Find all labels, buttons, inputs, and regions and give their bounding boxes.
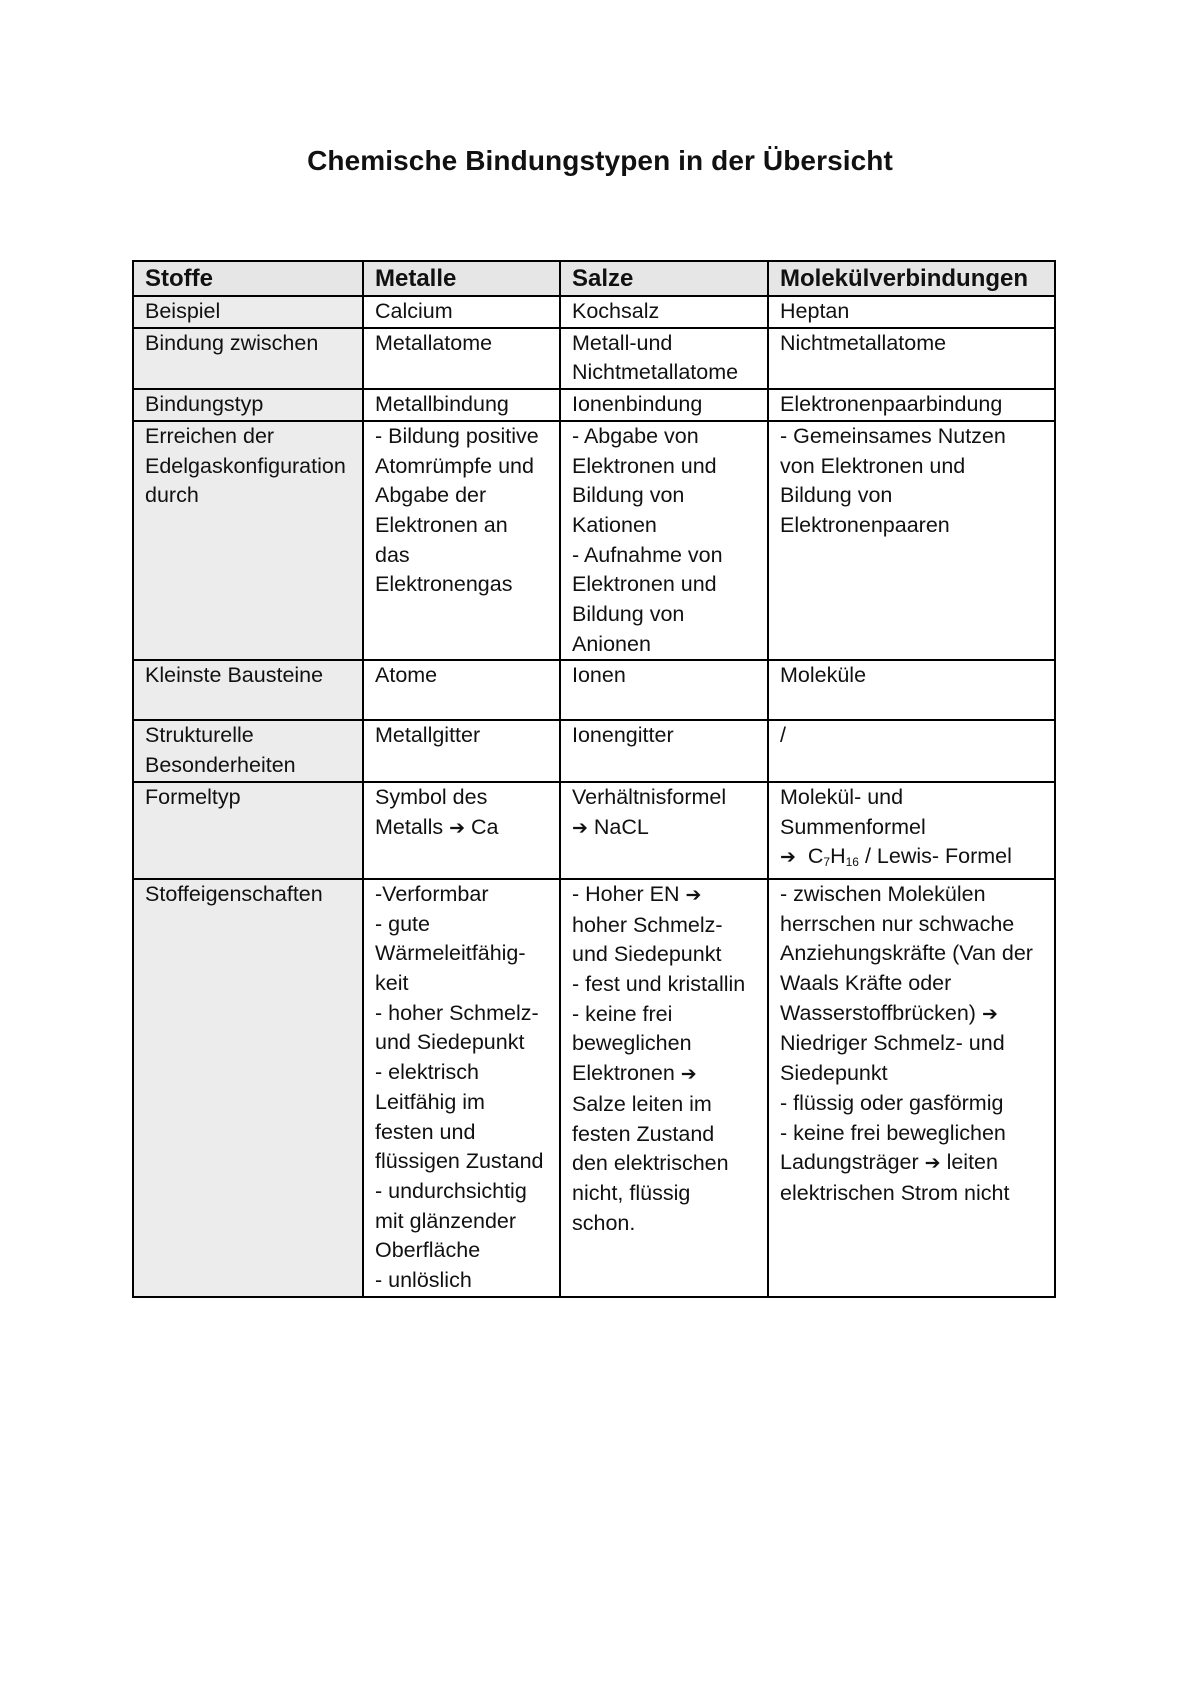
- cell-molekuel: - Gemeinsames Nutzen von Elektronen und Bildung von Elektronenpaaren: [768, 421, 1055, 661]
- cell-metalle: Symbol des Metalls ➔ Ca: [363, 782, 560, 879]
- cell-molekuel: Molekül- und Summenformel ➔ $C_7H_{16}$ / Lewis- Formel: [768, 782, 1055, 879]
- header-metalle: Metalle: [363, 261, 560, 296]
- cell-metalle: Metallatome: [363, 328, 560, 389]
- row-label: Beispiel: [133, 296, 363, 328]
- cell-salze: Metall-und Nichtmetallatome: [560, 328, 768, 389]
- row-label: Strukturelle Besonderheiten: [133, 720, 363, 781]
- cell-metalle: Metallgitter: [363, 720, 560, 781]
- cell-metalle: - Bildung positive Atomrümpfe und Abgabe der Elektronen an das Elektronengas: [363, 421, 560, 661]
- cell-molekuel: Moleküle: [768, 660, 1055, 720]
- cell-metalle: Calcium: [363, 296, 560, 328]
- arrow-right-icon: ➔: [981, 1002, 998, 1025]
- table-header-row: [133, 261, 1055, 296]
- cell-molekuel: - zwischen Molekülen herrschen nur schwache Anziehungskräfte (Van der Waals Kräfte oder Wasserstoffbrücken) ➔ Niedriger Schmelz- und Siedepunkt - flüssig oder gasförmig - keine frei beweglichen Ladungsträger ➔ leiten elektrischen Strom nicht: [768, 879, 1055, 1297]
- bonding-types-table: [132, 260, 1056, 1298]
- header-stoffe: Stoffe: [133, 261, 363, 296]
- header-molekuelverbindungen: Molekülverbindungen: [768, 261, 1055, 296]
- cell-salze: Ionen: [560, 660, 768, 720]
- table-row: [133, 421, 1055, 661]
- cell-molekuel: Nichtmetallatome: [768, 328, 1055, 389]
- row-label: Formeltyp: [133, 782, 363, 879]
- cell-metalle: -Verformbar - gute Wärmeleitfähig- keit - hoher Schmelz- und Siedepunkt - elektrisch Leitfähig im festen und flüssigen Zustand - undurchsichtig mit glänzender Oberfläche - unlöslich: [363, 879, 560, 1297]
- cell-salze: - Hoher EN ➔ hoher Schmelz- und Siedepunkt - fest und kristallin - keine frei beweglichen Elektronen ➔ Salze leiten im festen Zustand den elektrischen nicht, flüssig schon.: [560, 879, 768, 1297]
- arrow-right-icon: ➔: [780, 846, 796, 869]
- table-row: [133, 389, 1055, 421]
- arrow-right-icon: ➔: [449, 816, 466, 839]
- row-label: Stoffeigenschaften: [133, 879, 363, 1297]
- arrow-right-icon: ➔: [572, 816, 588, 839]
- table-row: [133, 720, 1055, 781]
- cell-molekuel: /: [768, 720, 1055, 781]
- arrow-right-icon: ➔: [924, 1152, 941, 1175]
- table-row: [133, 660, 1055, 720]
- row-label: Bindung zwischen: [133, 328, 363, 389]
- table-row: [133, 782, 1055, 879]
- cell-molekuel: Elektronenpaarbindung: [768, 389, 1055, 421]
- row-label: Kleinste Bausteine: [133, 660, 363, 720]
- heptane-formula: $C_7H_{16}$: [807, 844, 859, 870]
- cell-molekuel: Heptan: [768, 296, 1055, 328]
- cell-salze: Kochsalz: [560, 296, 768, 328]
- cell-salze: Ionenbindung: [560, 389, 768, 421]
- row-label: Erreichen der Edelgaskonfiguration durch: [133, 421, 363, 661]
- cell-metalle: Atome: [363, 660, 560, 720]
- header-salze: Salze: [560, 261, 768, 296]
- cell-salze: Verhältnisformel ➔ NaCL: [560, 782, 768, 879]
- table-row: [133, 296, 1055, 328]
- cell-salze: - Abgabe von Elektronen und Bildung von Kationen - Aufnahme von Elektronen und Bildung von Anionen: [560, 421, 768, 661]
- arrow-right-icon: ➔: [685, 883, 702, 906]
- arrow-right-icon: ➔: [680, 1063, 697, 1086]
- table-row: [133, 879, 1055, 1297]
- cell-salze: Ionengitter: [560, 720, 768, 781]
- cell-metalle: Metallbindung: [363, 389, 560, 421]
- page-title: Chemische Bindungstypen in der Übersicht: [307, 145, 893, 176]
- row-label: Bindungstyp: [133, 389, 363, 421]
- table-row: [133, 328, 1055, 389]
